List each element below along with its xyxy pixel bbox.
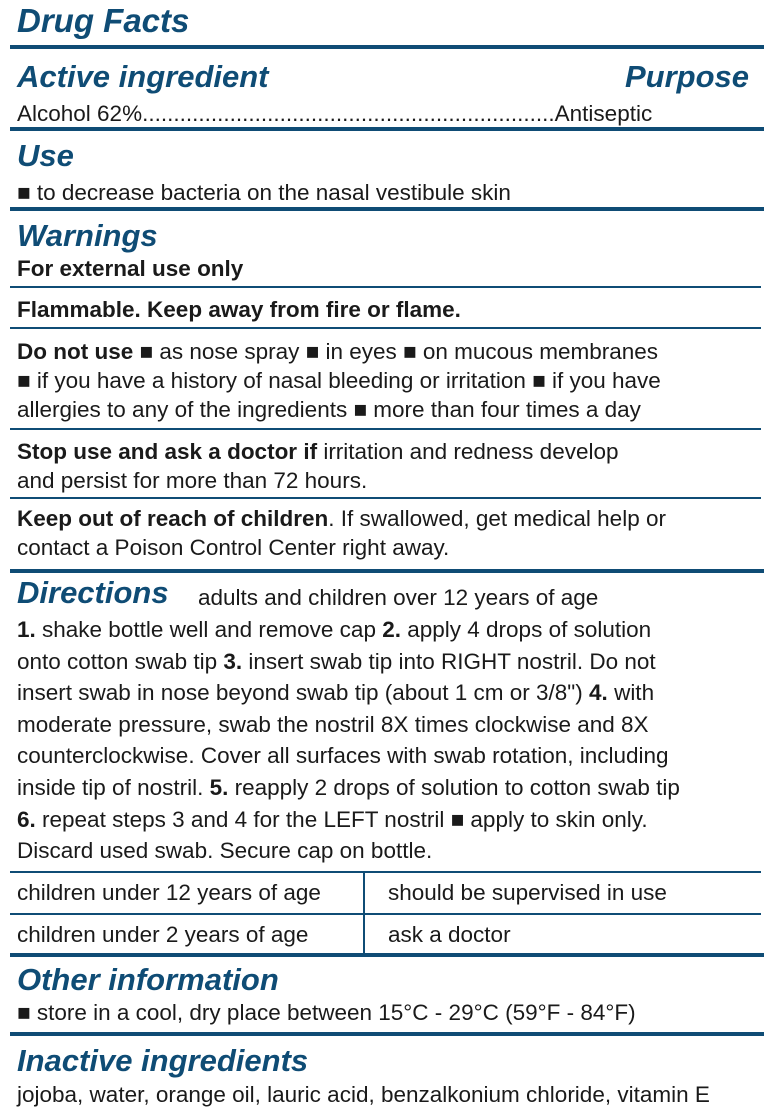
active-ingredient-line: Alcohol 62%..................................................................Antiseptic	[17, 101, 653, 126]
drug-facts-title: Drug Facts	[17, 2, 190, 39]
directions-line-7	[17, 805, 648, 834]
purpose-heading: Purpose	[624, 59, 749, 94]
age-table-mid-rule	[10, 913, 761, 915]
use-rule	[10, 207, 764, 211]
directions-line-3	[17, 678, 654, 707]
age-table-row-2-age: children under 2 years of age	[17, 922, 309, 947]
stop-use-label: Stop use and ask a doctor if	[17, 439, 318, 464]
warnings-divider-3	[10, 428, 761, 430]
warnings-divider-1	[10, 286, 761, 288]
step-2-text-cont: onto cotton swab tip	[17, 649, 224, 674]
step-1-text: shake bottle well and remove cap	[35, 617, 383, 642]
directions-heading: Directions	[17, 575, 169, 610]
step-3-number: 3.	[223, 649, 243, 674]
do-not-use-label: Do not use	[17, 339, 134, 364]
warnings-divider-4	[10, 497, 761, 499]
step-6-number: 6.	[17, 807, 36, 832]
flammable-warning: Flammable. Keep away from fire or flame.	[17, 297, 461, 322]
step-3-text-cont: insert swab in nose beyond swab tip (about 1 cm or 3/8")	[17, 680, 590, 705]
stop-use-line-1	[17, 437, 619, 466]
step-5-text: reapply 2 drops of solution to cotton swab tip	[228, 775, 680, 800]
use-heading: Use	[17, 138, 74, 173]
use-text: ■ to decrease bacteria on the nasal vestibule skin	[17, 180, 511, 205]
stop-use-line-2: and persist for more than 72 hours.	[17, 468, 368, 493]
do-not-use-text-1: ■ as nose spray ■ in eyes ■ on mucous membranes	[133, 339, 659, 364]
step-6-text: repeat steps 3 and 4 for the LEFT nostril ■ apply to skin only.	[35, 807, 648, 832]
step-4-text-cont: inside tip of nostril.	[17, 775, 210, 800]
other-information-text: ■ store in a cool, dry place between 15°C - 29°C (59°F - 84°F)	[17, 1000, 636, 1025]
directions-line-4: moderate pressure, swab the nostril 8X times clockwise and 8X	[17, 712, 649, 737]
other-information-heading: Other information	[17, 962, 279, 997]
warnings-divider-2	[10, 327, 761, 329]
keep-out-label: Keep out of reach of children	[17, 506, 329, 531]
active-rule	[10, 127, 764, 131]
step-4-number: 4.	[589, 680, 608, 705]
do-not-use-line-3: allergies to any of the ingredients ■ more than four times a day	[17, 397, 641, 422]
keep-out-line-2: contact a Poison Control Center right away.	[17, 535, 450, 560]
keep-out-line-1	[17, 504, 666, 533]
stop-use-text-1: irritation and redness develop	[317, 439, 619, 464]
step-1-number: 1.	[17, 617, 36, 642]
inactive-ingredients-heading: Inactive ingredients	[17, 1043, 309, 1078]
directions-line-1	[17, 615, 651, 644]
do-not-use-line-2: ■ if you have a history of nasal bleeding or irritation ■ if you have	[17, 368, 661, 393]
directions-rule	[10, 953, 764, 957]
external-use-text: For external use only	[17, 256, 244, 281]
age-table-row-2-instruction: ask a doctor	[388, 922, 511, 947]
other-information-rule	[10, 1032, 764, 1036]
step-2-text: apply 4 drops of solution	[400, 617, 652, 642]
step-4-text: with	[607, 680, 655, 705]
directions-line-5: counterclockwise. Cover all surfaces with swab rotation, including	[17, 743, 669, 768]
keep-out-text-1: . If swallowed, get medical help or	[328, 506, 666, 531]
age-table-column-divider	[363, 871, 365, 955]
age-table-row-1-age: children under 12 years of age	[17, 880, 321, 905]
step-5-number: 5.	[209, 775, 229, 800]
step-2-number: 2.	[382, 617, 401, 642]
inactive-ingredients-text: jojoba, water, orange oil, lauric acid, benzalkonium chloride, vitamin E	[17, 1082, 710, 1107]
active-ingredient-heading: Active ingredient	[17, 59, 269, 94]
warnings-rule	[10, 569, 764, 573]
directions-line-2	[17, 647, 656, 676]
age-table-top-rule	[10, 871, 761, 873]
title-rule	[10, 45, 764, 49]
warnings-heading: Warnings	[17, 218, 158, 253]
directions-line-8: Discard used swab. Secure cap on bottle.	[17, 838, 433, 863]
do-not-use-line-1	[17, 337, 658, 366]
directions-line-6	[17, 773, 680, 802]
step-3-text: insert swab tip into RIGHT nostril. Do not	[242, 649, 656, 674]
directions-intro: adults and children over 12 years of age	[198, 585, 599, 610]
age-table-row-1-instruction: should be supervised in use	[388, 880, 667, 905]
